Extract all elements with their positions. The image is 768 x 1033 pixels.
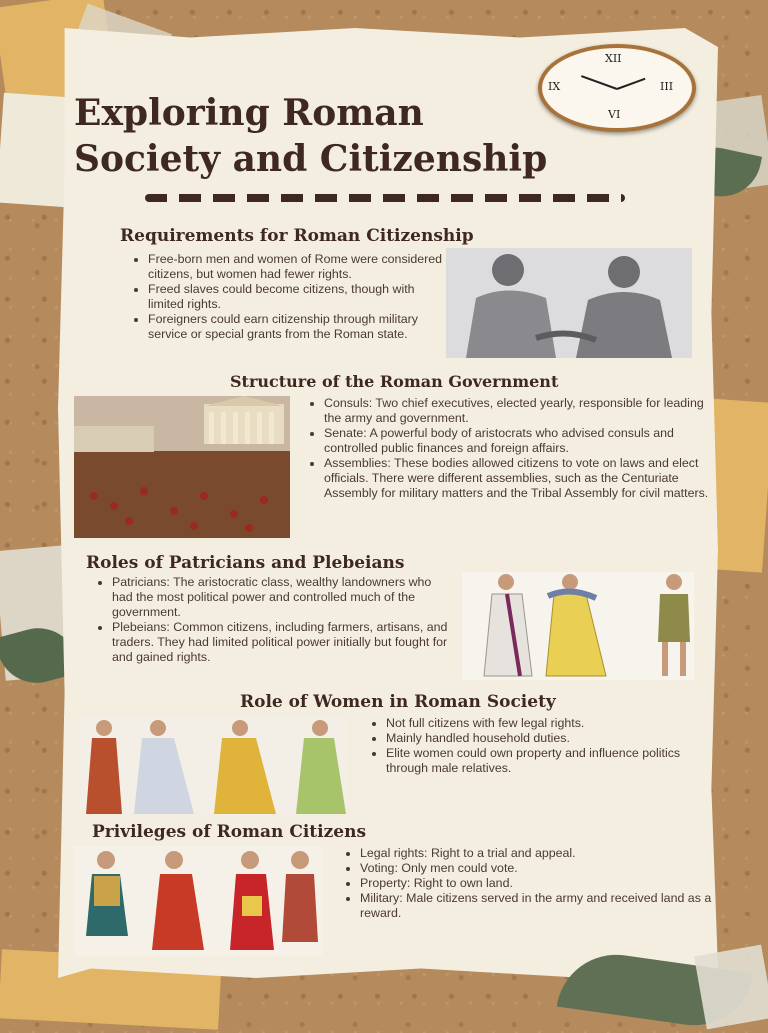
roman-forum-image: [74, 396, 290, 538]
roman-statues-image: [446, 248, 692, 358]
roman-citizens-image: [74, 846, 322, 956]
clock-minute-hand: [581, 75, 617, 90]
forum-illustration: [74, 396, 290, 538]
list-item: • Elite women could own property and influence politics through male relatives.: [386, 746, 716, 776]
title-line-2: Society and Citizenship: [74, 138, 548, 180]
list-item: • Foreigners could earn citizenship through military service or special grants from the Roman state.: [148, 312, 448, 342]
decorative-paper-scrap: [0, 93, 74, 208]
clock-numeral: IX: [548, 80, 561, 93]
list-item: • Legal rights: Right to a trial and appeal.: [360, 846, 720, 861]
list-item: • Mainly handled household duties.: [386, 731, 716, 746]
decorative-tape: [694, 945, 768, 1030]
list-item: • Patricians: The aristocratic class, wealthy landowners who had the most political power and controlled much of the government.: [112, 575, 452, 620]
list-item: • Freed slaves could become citizens, though with limited rights.: [148, 282, 448, 312]
patricians-plebeians-image: [462, 572, 694, 680]
privileges-heading: Privileges of Roman Citizens: [92, 822, 367, 842]
list-item: • Voting: Only men could vote.: [360, 861, 720, 876]
clock-hour-hand: [617, 78, 646, 90]
list-item: • Free-born men and women of Rome were considered citizens, but women had fewer rights.: [148, 252, 448, 282]
citizenship-list: [132, 252, 448, 342]
list-item: • Not full citizens with few legal rights.: [386, 716, 716, 731]
citizens-illustration: [74, 846, 322, 956]
list-item: • Military: Male citizens served in the army and received land as a reward.: [360, 891, 720, 921]
statues-illustration: [446, 248, 692, 358]
list-item: • Property: Right to own land.: [360, 876, 720, 891]
clock-numeral: III: [660, 80, 674, 93]
list-item: • Assemblies: These bodies allowed citizens to vote on laws and elect officials. There were different assemblies, such as the Centuriate Assembly for military matters and the Tribal Assembly for civil matters.: [324, 456, 714, 501]
title-line-1: Exploring Roman: [74, 92, 424, 134]
clock-numeral: XII: [605, 52, 622, 65]
title-divider: [145, 194, 625, 202]
list-item: • Consuls: Two chief executives, elected yearly, responsible for leading the army and government.: [324, 396, 714, 426]
citizenship-heading: Requirements for Roman Citizenship: [120, 226, 474, 246]
clock-numeral: VI: [608, 108, 621, 121]
figures-illustration: [462, 572, 694, 680]
women-list: [370, 716, 716, 776]
government-list: [308, 396, 714, 501]
women-heading: Role of Women in Roman Society: [240, 692, 556, 712]
roman-women-image: [80, 716, 348, 814]
women-illustration: [80, 716, 348, 814]
page-title: [74, 90, 714, 182]
classes-list: [96, 575, 452, 665]
privileges-list: [344, 846, 720, 921]
list-item: • Senate: A powerful body of aristocrats who advised consuls and controlled public finances and foreign affairs.: [324, 426, 714, 456]
list-item: • Plebeians: Common citizens, including farmers, artisans, and traders. They had limited political power initially but fought for and gained rights.: [112, 620, 452, 665]
government-heading: Structure of the Roman Government: [230, 372, 559, 391]
classes-heading: Roles of Patricians and Plebeians: [86, 553, 405, 573]
